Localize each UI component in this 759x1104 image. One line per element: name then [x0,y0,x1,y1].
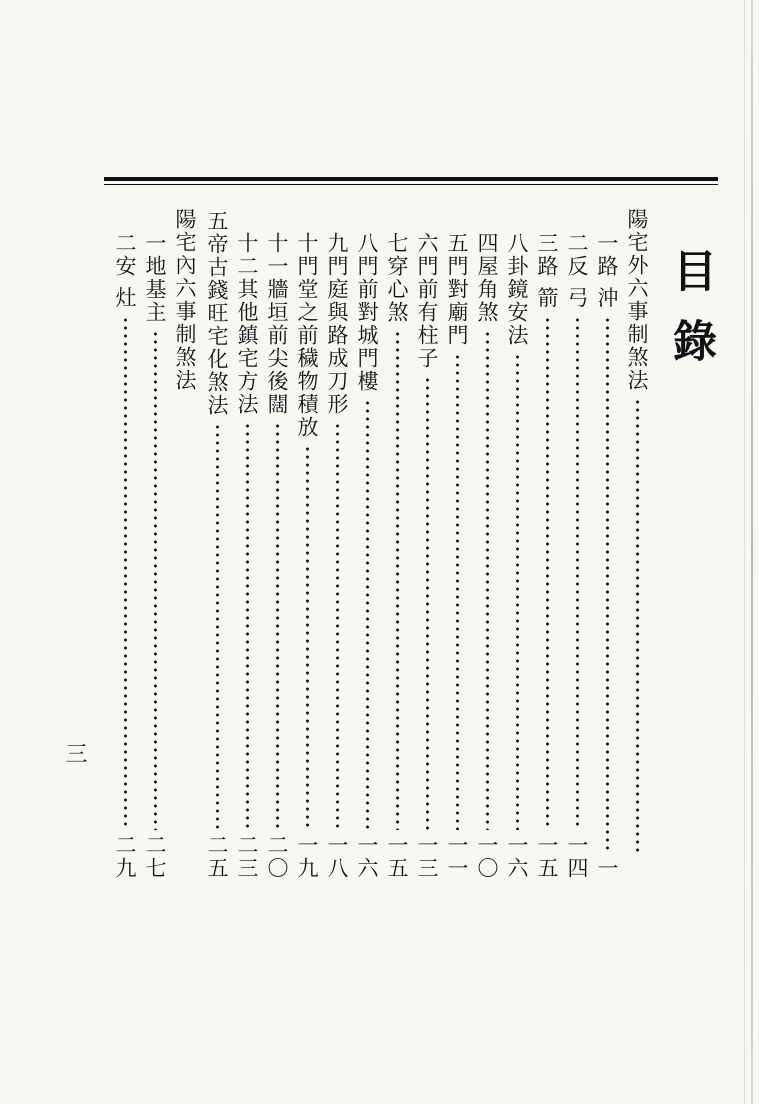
page-number: 一六 [505,834,529,880]
leader-dots [426,376,429,830]
entry-label: 六門前有柱子 [415,232,439,370]
heading-label: 陽宅外六事制煞法 [625,208,649,392]
toc-entry[interactable] [562,232,592,880]
leader-dots [306,445,309,830]
section-heading-interior [170,208,200,468]
toc-entry[interactable] [592,232,622,880]
leader-dots [546,316,549,830]
leader-dots [486,330,489,830]
entry-label: 七穿心煞 [385,232,409,324]
leader-dots [154,330,157,830]
entry-label: 八門前對城門樓 [355,232,379,393]
top-rule [104,177,718,181]
entry-label: 十門堂之前穢物積放 [295,232,319,439]
leader-dots [456,353,459,830]
toc-entry[interactable] [442,232,472,880]
page-number: 二七 [143,834,167,880]
toc-entry[interactable] [140,232,170,880]
entry-label: 一地基主 [143,232,167,324]
page-number: 一三 [415,834,439,880]
entry-label: 八卦鏡安法 [505,232,529,347]
page-number: 二五 [205,834,229,880]
entry-label: 三路 箭 [535,232,559,310]
toc-entry[interactable] [292,232,322,880]
page-number: 一五 [385,834,409,880]
page-title: 目錄 [665,248,716,388]
entry-label: 十一牆垣前尖後闊 [265,232,289,416]
leader-dots [336,422,339,830]
page-number: 一四 [565,834,589,880]
leader-dots [606,316,609,853]
page-edge [751,0,753,1104]
entry-label: 四屋角煞 [475,232,499,324]
heading-label: 陽宅內六事制煞法 [173,208,197,392]
toc-entry[interactable] [412,232,442,880]
leader-dots [516,353,519,830]
leader-dots [276,422,279,830]
leader-dots [636,398,639,853]
top-rule-thin [104,184,718,185]
page-number: 一五 [535,834,559,880]
toc-entry[interactable] [502,232,532,880]
page-number: 二三 [235,834,259,880]
page-number: 一 [595,857,619,880]
page-number: 一〇 [475,834,499,880]
toc-entry[interactable] [262,232,292,880]
page-number: 一八 [325,834,349,880]
leader-dots [366,399,369,830]
entry-label: 九門庭與路成刀形 [325,232,349,416]
page-number: 二九 [113,834,137,880]
toc-entry[interactable] [202,210,232,880]
leader-dots [396,330,399,830]
entry-label: 一路 沖 [595,232,619,310]
leader-dots [246,422,249,830]
toc-entry[interactable] [532,232,562,880]
toc-entry[interactable] [382,232,412,880]
toc-entry[interactable] [110,232,140,880]
page-edge-shadow [744,0,745,1104]
entry-label: 五門對廟門 [445,232,469,347]
leader-dots [576,316,579,830]
leader-dots [216,423,219,830]
toc-entry[interactable] [472,232,502,880]
entry-label: 五帝古錢旺宅化煞法 [205,210,229,417]
entry-label: 十二其他鎮宅方法 [235,232,259,416]
entry-label: 二反 弓 [565,232,589,310]
toc-entry[interactable] [232,232,262,880]
page-number: 一九 [295,834,319,880]
page-number: 二〇 [265,834,289,880]
page-number: 一一 [445,834,469,880]
toc-entry[interactable] [352,232,382,880]
folio-number: 三 [62,742,87,764]
section-heading-exterior [622,208,652,880]
leader-dots [124,316,127,830]
entry-label: 二安 灶 [113,232,137,310]
toc-entry[interactable] [322,232,352,880]
page-number: 一六 [355,834,379,880]
